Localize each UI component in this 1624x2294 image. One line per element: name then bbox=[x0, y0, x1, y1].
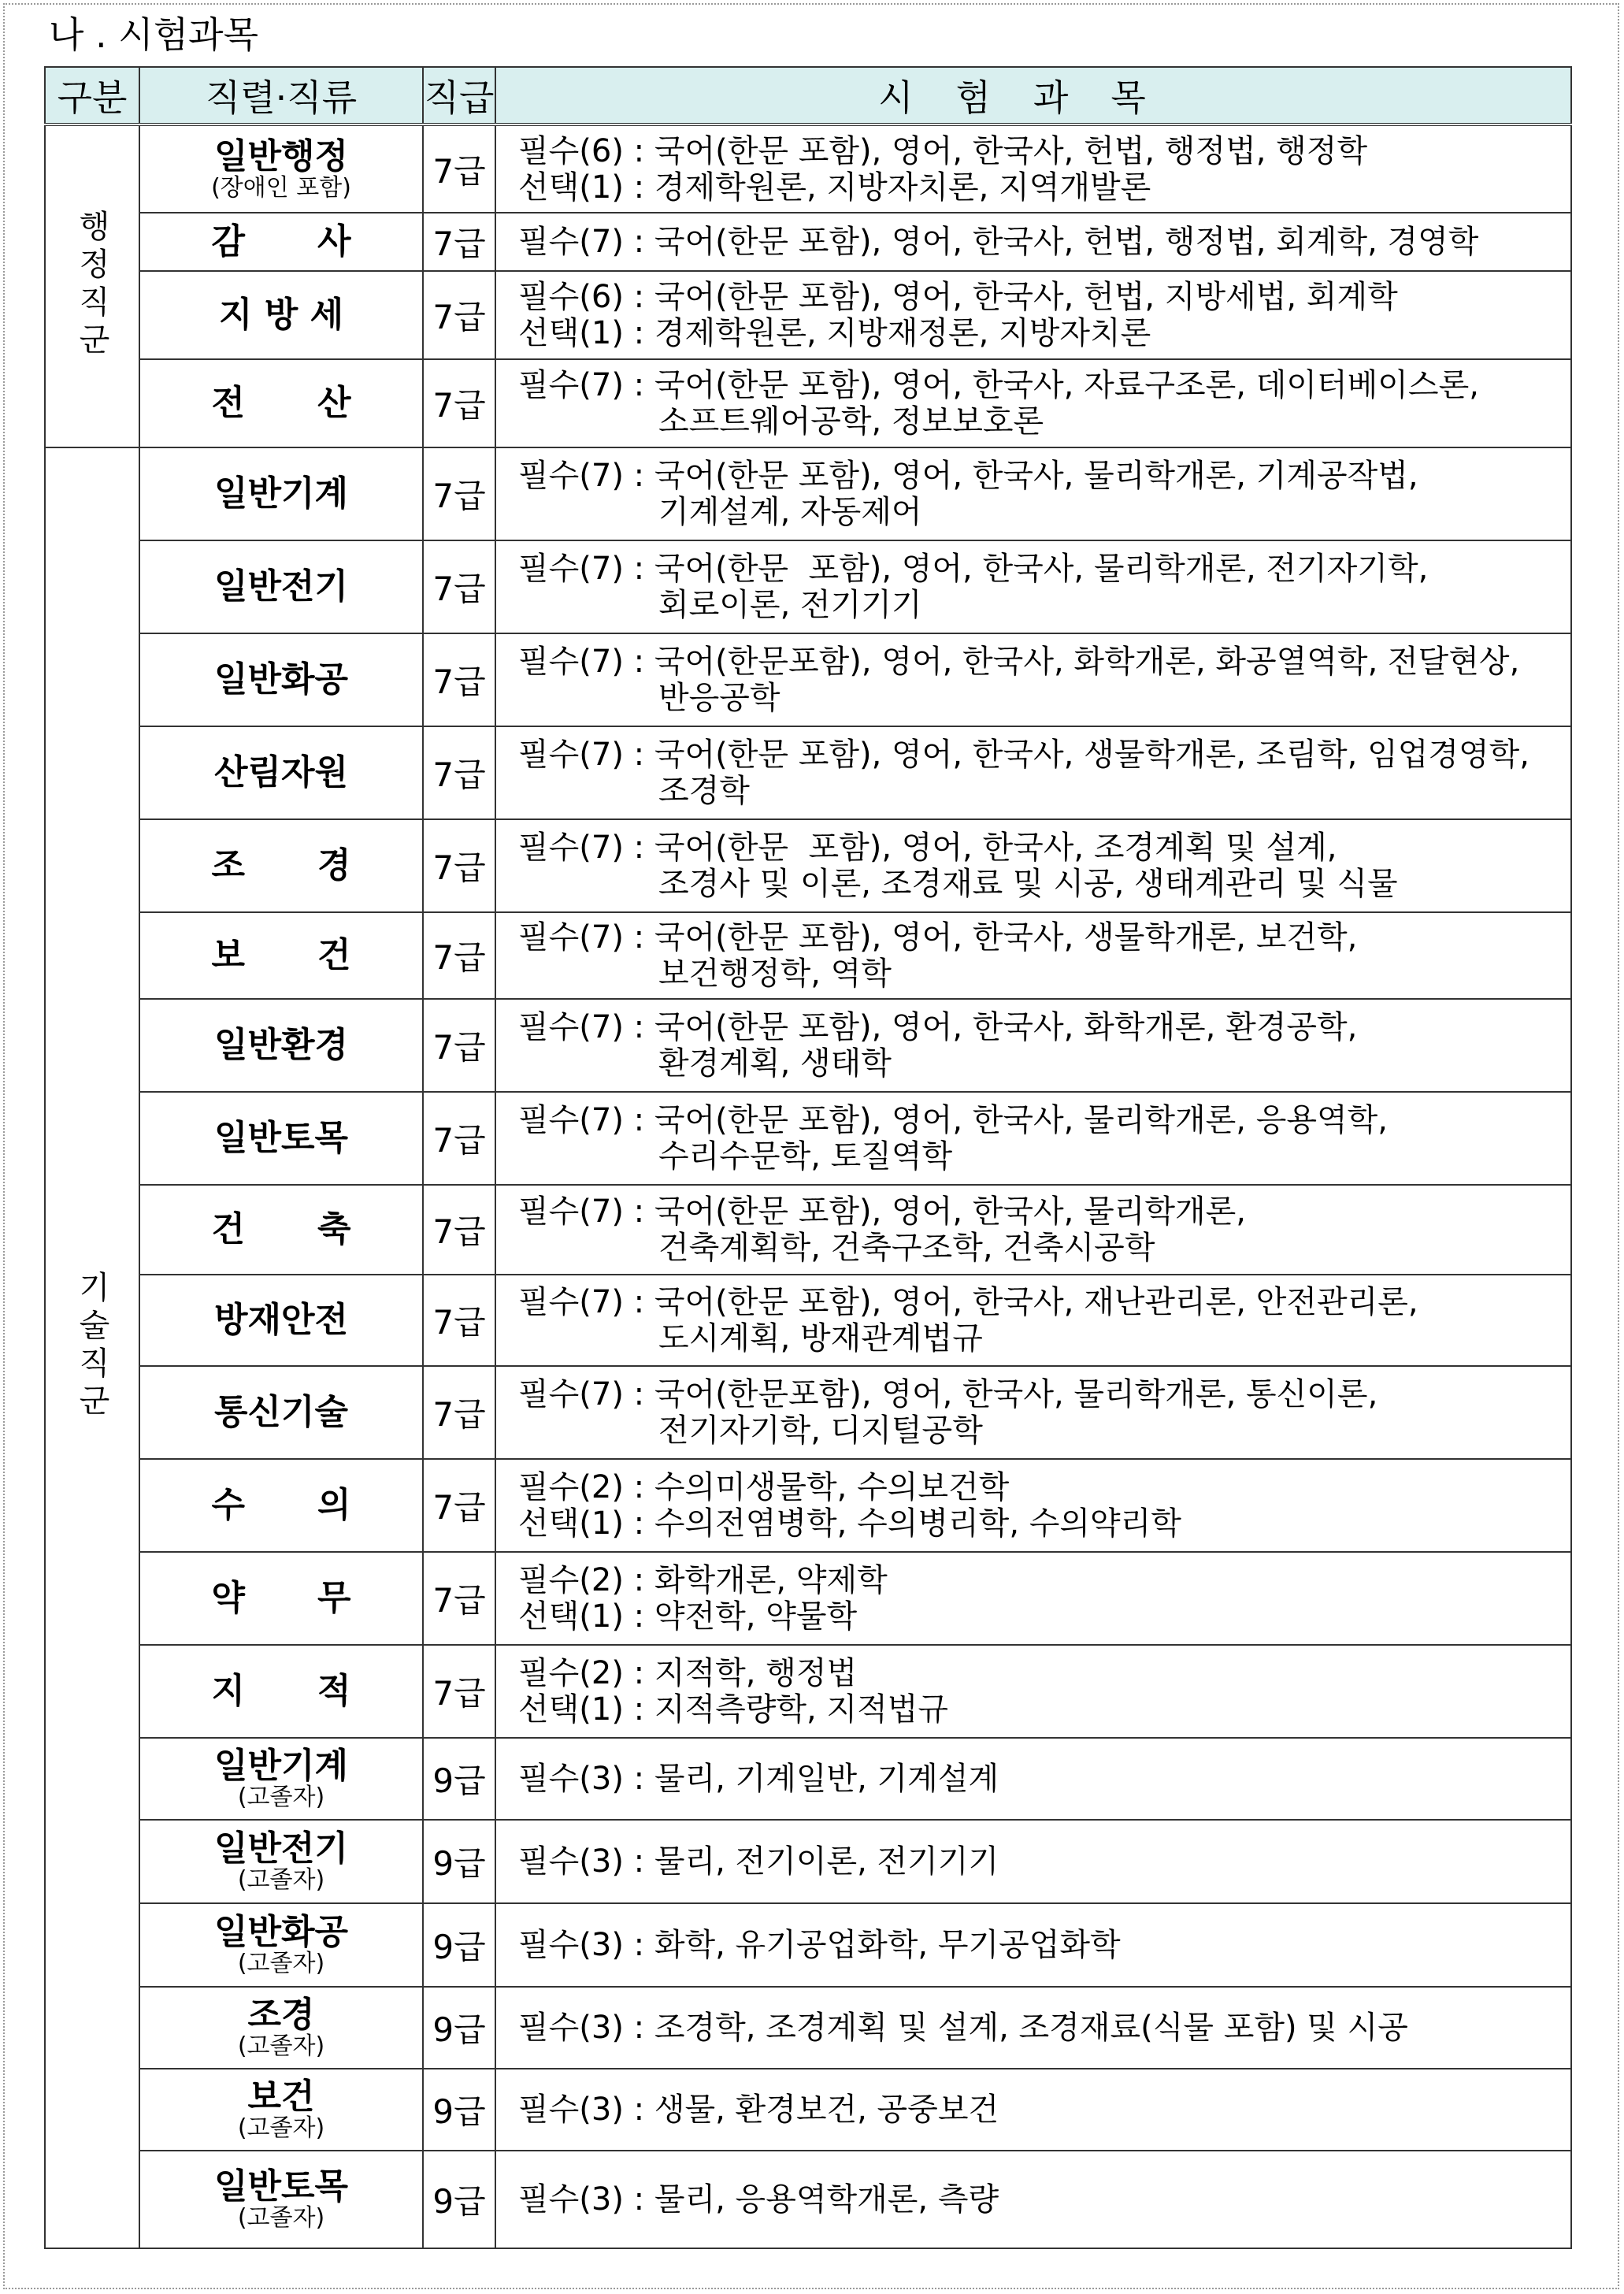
header-position: 직렬·직류 bbox=[139, 67, 423, 124]
subject-line: 환경계획, 생태학 bbox=[518, 1045, 892, 1082]
subject-line: 도시계획, 방재관계법규 bbox=[518, 1320, 983, 1357]
table-row bbox=[45, 1645, 1571, 1738]
subject-line: 필수(3) : 물리, 전기이론, 전기기기 bbox=[518, 1843, 999, 1880]
subject-line: 필수(7) : 국어(한문포함), 영어, 한국사, 물리학개론, 통신이론, bbox=[518, 1376, 1378, 1412]
header-grade: 직급 bbox=[423, 67, 495, 124]
table-row bbox=[45, 1459, 1571, 1552]
position-name: 보 건 bbox=[211, 935, 351, 975]
subjects-cell bbox=[495, 540, 1571, 633]
position-name: 전 산 bbox=[211, 383, 351, 423]
subject-line: 필수(7) : 국어(한문 포함), 영어, 한국사, 물리학개론, 응용역학, bbox=[518, 1102, 1389, 1138]
subject-line: 필수(2) : 수의미생물학, 수의보건학 bbox=[518, 1469, 1010, 1505]
subject-line: 필수(7) : 국어(한문 포함), 영어, 한국사, 자료구조론, 데이터베이스론, bbox=[518, 367, 1479, 403]
table-row bbox=[45, 1275, 1571, 1366]
position-note: (고졸자) bbox=[237, 2114, 325, 2142]
subjects-cell bbox=[495, 999, 1571, 1092]
position-name: 보건 bbox=[247, 2077, 315, 2117]
position-name: 일반화공 bbox=[213, 659, 348, 700]
grade-cell: 7급 bbox=[423, 359, 495, 447]
position-cell bbox=[139, 1275, 423, 1366]
position-note: (고졸자) bbox=[237, 1950, 325, 1977]
position-name: 건 축 bbox=[211, 1209, 351, 1249]
subject-line: 필수(7) : 국어(한문 포함), 영어, 한국사, 생물학개론, 보건학, bbox=[518, 919, 1358, 956]
position-name: 일반전기 bbox=[213, 1828, 348, 1869]
grade-cell: 9급 bbox=[423, 2069, 495, 2151]
position-note: (고졸자) bbox=[237, 1866, 325, 1894]
subject-line: 필수(3) : 조경학, 조경계획 및 설계, 조경재료(식물 포함) 및 시공 bbox=[518, 2010, 1408, 2046]
table-row bbox=[45, 633, 1571, 726]
subjects-cell bbox=[495, 213, 1571, 271]
header-gubun: 구분 bbox=[45, 67, 139, 124]
table-row bbox=[45, 1092, 1571, 1185]
position-name: 일반전기 bbox=[213, 566, 348, 607]
position-cell bbox=[139, 1987, 423, 2069]
table-row bbox=[45, 124, 1571, 213]
position-cell bbox=[139, 1185, 423, 1275]
section-title: 나 . 시험과목 bbox=[49, 13, 259, 56]
grade-cell: 9급 bbox=[423, 1987, 495, 2069]
grade-cell: 7급 bbox=[423, 726, 495, 819]
subject-line: 필수(3) : 물리, 응용역학개론, 측량 bbox=[518, 2181, 999, 2218]
grade-cell: 7급 bbox=[423, 213, 495, 271]
position-name: 산림자원 bbox=[213, 752, 348, 793]
position-name: 일반화공 bbox=[213, 1912, 348, 1952]
position-name: 지 적 bbox=[211, 1671, 351, 1711]
position-cell bbox=[139, 1820, 423, 1903]
grade-cell: 9급 bbox=[423, 1903, 495, 1987]
subject-line: 소프트웨어공학, 정보보호론 bbox=[518, 403, 1044, 440]
position-note: (고졸자) bbox=[237, 2204, 325, 2232]
table-row bbox=[45, 359, 1571, 447]
table-row bbox=[45, 2151, 1571, 2248]
subject-line: 필수(7) : 국어(한문포함), 영어, 한국사, 화학개론, 화공열역학, 전달현상, bbox=[518, 644, 1520, 680]
subject-line: 필수(7) : 국어(한문 포함), 영어, 한국사, 물리학개론, bbox=[518, 1193, 1247, 1230]
position-name: 일반환경 bbox=[213, 1025, 348, 1065]
table-row bbox=[45, 2069, 1571, 2151]
subjects-cell bbox=[495, 2069, 1571, 2151]
position-cell bbox=[139, 1645, 423, 1738]
subjects-cell bbox=[495, 633, 1571, 726]
grade-cell: 9급 bbox=[423, 1738, 495, 1820]
subject-line: 회로이론, 전기기기 bbox=[518, 587, 922, 623]
header-subjects: 시험과목 bbox=[495, 67, 1571, 124]
table-row bbox=[45, 912, 1571, 999]
subject-line: 선택(1) : 지적측량학, 지적법규 bbox=[518, 1691, 949, 1728]
grade-cell: 7급 bbox=[423, 271, 495, 359]
table-row bbox=[45, 213, 1571, 271]
subjects-cell bbox=[495, 271, 1571, 359]
position-cell bbox=[139, 819, 423, 912]
subject-line: 필수(7) : 국어(한문 포함), 영어, 한국사, 물리학개론, 기계공작법, bbox=[518, 458, 1418, 494]
subject-line: 필수(6) : 국어(한문 포함), 영어, 한국사, 헌법, 행정법, 행정학 bbox=[518, 132, 1368, 169]
subject-line: 조경사 및 이론, 조경재료 및 시공, 생태계관리 및 식물 bbox=[518, 866, 1398, 902]
grade-cell: 7급 bbox=[423, 1552, 495, 1645]
position-cell bbox=[139, 447, 423, 540]
exam-subject-table bbox=[44, 66, 1572, 2249]
subjects-cell bbox=[495, 1185, 1571, 1275]
table-row bbox=[45, 271, 1571, 359]
grade-cell: 7급 bbox=[423, 1459, 495, 1552]
subjects-cell bbox=[495, 1820, 1571, 1903]
subject-line: 보건행정학, 역학 bbox=[518, 956, 892, 992]
position-cell bbox=[139, 540, 423, 633]
subject-line: 조경학 bbox=[518, 773, 750, 809]
subjects-cell bbox=[495, 1092, 1571, 1185]
position-cell bbox=[139, 726, 423, 819]
subject-line: 필수(7) : 국어(한문 포함), 영어, 한국사, 물리학개론, 전기자기학, bbox=[518, 551, 1429, 587]
position-cell bbox=[139, 1366, 423, 1459]
grade-cell: 9급 bbox=[423, 2151, 495, 2248]
table-row bbox=[45, 540, 1571, 633]
group-label: 행정직군 bbox=[73, 209, 110, 361]
subjects-cell bbox=[495, 1366, 1571, 1459]
subject-line: 선택(1) : 수의전염병학, 수의병리학, 수의약리학 bbox=[518, 1505, 1181, 1542]
subjects-cell bbox=[495, 819, 1571, 912]
subjects-cell bbox=[495, 1903, 1571, 1987]
position-name: 일반행정 bbox=[213, 135, 348, 176]
group-cell bbox=[45, 447, 139, 2248]
subject-line: 선택(1) : 경제학원론, 지방자치론, 지역개발론 bbox=[518, 169, 1151, 206]
position-name: 조 경 bbox=[211, 845, 351, 885]
subject-line: 필수(7) : 국어(한문 포함), 영어, 한국사, 조경계획 및 설계, bbox=[518, 830, 1337, 866]
grade-cell: 7급 bbox=[423, 1275, 495, 1366]
position-cell bbox=[139, 1552, 423, 1645]
position-name: 일반기계 bbox=[213, 473, 348, 514]
position-name: 감 사 bbox=[211, 221, 351, 262]
position-cell bbox=[139, 912, 423, 999]
position-name: 조경 bbox=[247, 1995, 315, 2035]
subjects-cell bbox=[495, 912, 1571, 999]
subject-line: 필수(7) : 국어(한문 포함), 영어, 한국사, 재난관리론, 안전관리론, bbox=[518, 1284, 1418, 1320]
subjects-cell bbox=[495, 1987, 1571, 2069]
position-cell bbox=[139, 1092, 423, 1185]
subject-line: 반응공학 bbox=[518, 680, 780, 716]
table-body bbox=[45, 124, 1571, 2248]
position-cell bbox=[139, 2151, 423, 2248]
position-cell bbox=[139, 271, 423, 359]
table-row bbox=[45, 1552, 1571, 1645]
grade-cell: 7급 bbox=[423, 1366, 495, 1459]
grade-cell: 7급 bbox=[423, 912, 495, 999]
grade-cell: 9급 bbox=[423, 1820, 495, 1903]
grade-cell: 7급 bbox=[423, 1092, 495, 1185]
grade-cell: 7급 bbox=[423, 1645, 495, 1738]
position-cell bbox=[139, 1459, 423, 1552]
position-name: 일반토목 bbox=[213, 1118, 348, 1158]
group-label: 기술직군 bbox=[73, 1271, 110, 1422]
grade-cell: 7급 bbox=[423, 999, 495, 1092]
subject-line: 필수(7) : 국어(한문 포함), 영어, 한국사, 화학개론, 환경공학, bbox=[518, 1009, 1358, 1045]
table-row bbox=[45, 447, 1571, 540]
subjects-cell bbox=[495, 447, 1571, 540]
subject-line: 필수(3) : 화학, 유기공업화학, 무기공업화학 bbox=[518, 1927, 1121, 1963]
subjects-cell bbox=[495, 1552, 1571, 1645]
subjects-cell bbox=[495, 726, 1571, 819]
position-name: 일반토목 bbox=[213, 2166, 348, 2207]
subjects-cell bbox=[495, 1738, 1571, 1820]
position-cell bbox=[139, 1738, 423, 1820]
table-header-row bbox=[45, 67, 1571, 124]
position-cell bbox=[139, 124, 423, 213]
subjects-cell bbox=[495, 124, 1571, 213]
table-row bbox=[45, 819, 1571, 912]
position-note: (고졸자) bbox=[237, 2032, 325, 2060]
subjects-cell bbox=[495, 359, 1571, 447]
position-cell bbox=[139, 213, 423, 271]
position-cell bbox=[139, 2069, 423, 2151]
subject-line: 필수(2) : 화학개론, 약제학 bbox=[518, 1562, 888, 1598]
position-name: 약 무 bbox=[211, 1578, 351, 1618]
subject-line: 선택(1) : 약전학, 약물학 bbox=[518, 1598, 858, 1635]
position-cell bbox=[139, 999, 423, 1092]
table-row bbox=[45, 1820, 1571, 1903]
grade-cell: 7급 bbox=[423, 540, 495, 633]
grade-cell: 7급 bbox=[423, 1185, 495, 1275]
table-row bbox=[45, 726, 1571, 819]
subject-line: 필수(6) : 국어(한문 포함), 영어, 한국사, 헌법, 지방세법, 회계학 bbox=[518, 279, 1398, 315]
group-cell bbox=[45, 124, 139, 447]
position-cell bbox=[139, 1903, 423, 1987]
position-name: 방재안전 bbox=[213, 1300, 348, 1340]
position-name: 지 방 세 bbox=[218, 295, 344, 335]
table-row bbox=[45, 999, 1571, 1092]
subjects-cell bbox=[495, 2151, 1571, 2248]
subject-line: 전기자기학, 디지털공학 bbox=[518, 1412, 983, 1449]
table-row bbox=[45, 1185, 1571, 1275]
position-cell bbox=[139, 633, 423, 726]
subjects-cell bbox=[495, 1459, 1571, 1552]
subject-line: 필수(3) : 생물, 환경보건, 공중보건 bbox=[518, 2092, 999, 2128]
subject-line: 필수(7) : 국어(한문 포함), 영어, 한국사, 생물학개론, 조림학, 임업경영학, bbox=[518, 737, 1529, 773]
position-note: (장애인 포함) bbox=[211, 173, 351, 202]
subject-line: 필수(3) : 물리, 기계일반, 기계설계 bbox=[518, 1761, 999, 1797]
table-row bbox=[45, 1366, 1571, 1459]
position-name: 통신기술 bbox=[213, 1392, 348, 1432]
subjects-cell bbox=[495, 1275, 1571, 1366]
subjects-cell bbox=[495, 1645, 1571, 1738]
table-row bbox=[45, 1903, 1571, 1987]
grade-cell: 7급 bbox=[423, 633, 495, 726]
position-name: 일반기계 bbox=[213, 1746, 348, 1786]
subject-line: 선택(1) : 경제학원론, 지방재정론, 지방자치론 bbox=[518, 315, 1151, 351]
table-row bbox=[45, 1987, 1571, 2069]
position-name: 수 의 bbox=[211, 1485, 351, 1525]
grade-cell: 7급 bbox=[423, 124, 495, 213]
subject-line: 필수(7) : 국어(한문 포함), 영어, 한국사, 헌법, 행정법, 회계학, 경영학 bbox=[518, 224, 1479, 260]
table-row bbox=[45, 1738, 1571, 1820]
grade-cell: 7급 bbox=[423, 819, 495, 912]
subject-line: 수리수문학, 토질역학 bbox=[518, 1138, 953, 1175]
position-cell bbox=[139, 359, 423, 447]
position-note: (고졸자) bbox=[237, 1784, 325, 1811]
grade-cell: 7급 bbox=[423, 447, 495, 540]
subject-line: 기계설계, 자동제어 bbox=[518, 494, 922, 530]
subject-line: 건축계획학, 건축구조학, 건축시공학 bbox=[518, 1230, 1155, 1266]
subject-line: 필수(2) : 지적학, 행정법 bbox=[518, 1655, 858, 1691]
